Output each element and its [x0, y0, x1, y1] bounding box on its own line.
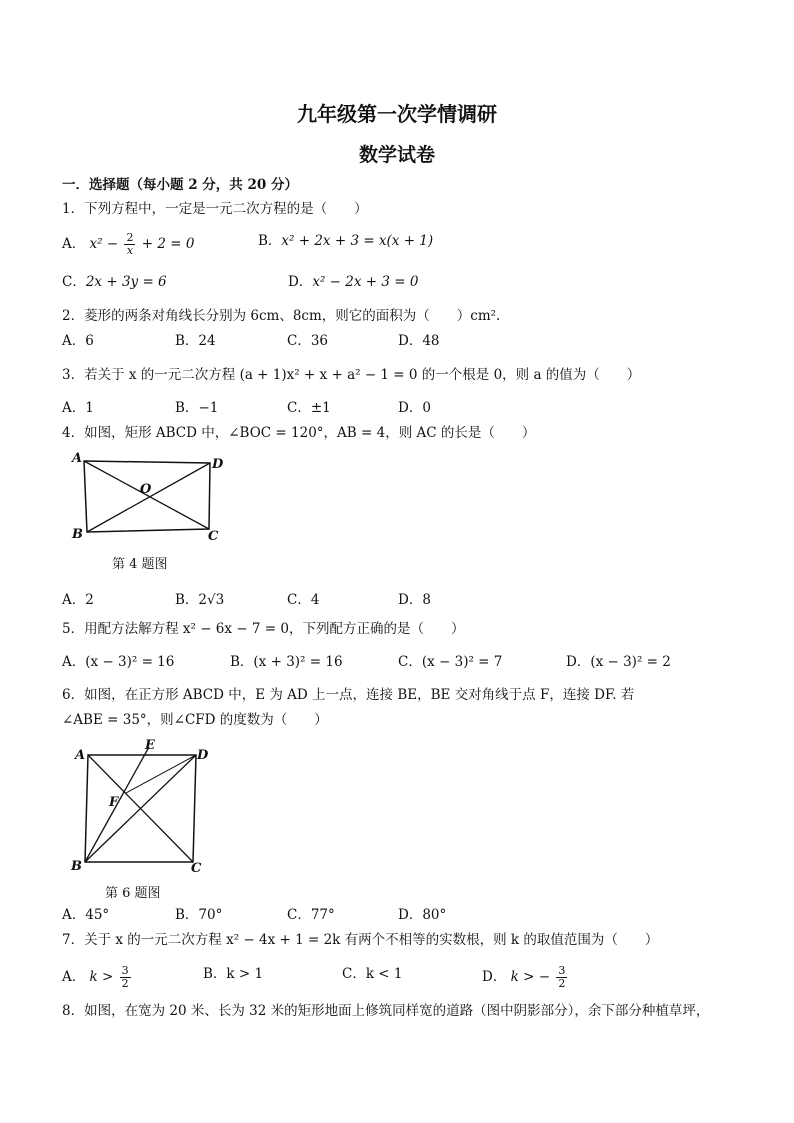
exam-subtitle: 数学试卷 [358, 144, 435, 166]
q7-a-pre: k > [89, 969, 114, 985]
q1-a-post: + 2 = 0 [141, 236, 195, 252]
q4-stem: 4．如图，矩形 ABCD 中，∠BOC = 120°，AB = 4，则 AC 的长是（ ） [62, 425, 536, 441]
q7-option-c: C．k < 1 [342, 966, 403, 982]
q6-label-a: A [75, 748, 86, 763]
q4-rectangle-figure [66, 450, 236, 546]
q3-option-d: D．0 [398, 400, 431, 416]
q2-option-b: B．24 [175, 333, 216, 349]
q4-option-a: A．2 [62, 592, 94, 608]
q7-stem: 7．关于 x 的一元二次方程 x² − 4x + 1 = 2k 有两个不相等的实数根，则 k 的取值范围为（ ） [62, 932, 659, 948]
q3-stem: 3．若关于 x 的一元二次方程 (a + 1)x² + x + a² − 1 = 0 的一个根是 0，则 a 的值为（ ） [62, 367, 641, 383]
q5-option-a: A．(x − 3)² = 16 [62, 654, 175, 670]
q1-stem: 1．下列方程中，一定是一元二次方程的是（ ） [62, 201, 368, 217]
q6-label-b: B [71, 859, 82, 874]
q6-label-d: D [197, 748, 209, 763]
q5-option-d: D．(x − 3)² = 2 [566, 654, 671, 670]
q4-label-d: D [212, 457, 224, 472]
q7-d-numerator: 3 [558, 964, 566, 977]
q6-option-d: D．80° [398, 907, 447, 923]
q5-stem: 5．用配方法解方程 x² − 6x − 7 = 0，下列配方正确的是（ ） [62, 621, 465, 637]
q7-a-fraction [120, 965, 131, 990]
q7-a-numerator: 3 [121, 964, 129, 977]
exam-title: 九年级第一次学情调研 [297, 102, 497, 126]
q3-option-c: C．±1 [287, 400, 331, 416]
q4-label-a: A [72, 451, 83, 466]
q6-label-c: C [191, 861, 202, 876]
q6-square-figure [66, 735, 216, 880]
q1-a-pre: x² − [89, 236, 119, 252]
q1-c-expr: 2x + 3y = 6 [85, 274, 167, 290]
q2-stem: 2．菱形的两条对角线长分别为 6cm、8cm，则它的面积为（ ）cm². [62, 308, 501, 324]
q4-label-b: B [72, 527, 83, 542]
q1-c-label: C． [62, 274, 86, 290]
q6-label-e: E [145, 738, 155, 753]
q1-option-b [258, 232, 433, 250]
q1-b-expr: x² + 2x + 3 = x(x + 1) [281, 233, 434, 249]
q1-a-fraction [124, 232, 135, 257]
q1-option-d [288, 273, 418, 291]
q6-option-b: B．70° [175, 907, 223, 923]
q6-stem-line2: ∠ABE = 35°，则∠CFD 的度数为（ ） [62, 712, 328, 728]
q1-d-label: D． [288, 274, 313, 290]
q6-line-df [126, 755, 196, 793]
q6-stem-line1: 6．如图，在正方形 ABCD 中，E 为 AD 上一点，连接 BE，BE 交对角线于点 F，连接 DF. 若 [62, 687, 635, 703]
q7-d-denominator: 2 [558, 977, 566, 990]
q4-label-c: C [208, 529, 219, 544]
q4-option-c: C．4 [287, 592, 320, 608]
q4-option-d: D．8 [398, 592, 431, 608]
q6-option-c: C．77° [287, 907, 335, 923]
q1-b-label: B． [258, 233, 282, 249]
q1-d-expr: x² − 2x + 3 = 0 [312, 274, 419, 290]
q4-figure-caption: 第 4 题图 [112, 557, 168, 572]
q7-option-b: B．k > 1 [203, 966, 264, 982]
q1-a-numerator: 2 [126, 231, 134, 244]
q5-option-c: C．(x − 3)² = 7 [398, 654, 503, 670]
q1-option-c [62, 273, 167, 291]
q1-a-label: A． [62, 236, 86, 252]
q7-a-denominator: 2 [121, 977, 129, 990]
q7-d-label: D． [482, 969, 507, 985]
q7-d-pre: k > − [510, 969, 551, 985]
q6-diagonal-bd [85, 755, 196, 862]
q6-figure-caption: 第 6 题图 [105, 886, 161, 901]
q1-option-a [62, 232, 194, 257]
q1-a-denominator: x [126, 244, 134, 257]
q4-option-b: B．2√3 [175, 592, 225, 608]
q3-option-b: B．−1 [175, 400, 219, 416]
q7-option-d [482, 965, 569, 990]
q6-label-f: F [109, 795, 119, 810]
q3-option-a: A．1 [62, 400, 94, 416]
q7-a-label: A． [62, 969, 86, 985]
q6-option-a: A．45° [62, 907, 110, 923]
q2-option-d: D．48 [398, 333, 440, 349]
q5-option-b: B．(x + 3)² = 16 [230, 654, 343, 670]
q7-option-a [62, 965, 133, 990]
q2-option-a: A．6 [62, 333, 94, 349]
q8-stem: 8．如图，在宽为 20 米、长为 32 米的矩形地面上修筑同样宽的道路（图中阴影部分），余下部分种植草坪， [62, 1003, 710, 1019]
q2-option-c: C．36 [287, 333, 329, 349]
q7-d-fraction [556, 965, 567, 990]
section-heading: 一．选择题（每小题 2 分，共 20 分） [62, 177, 298, 193]
q4-label-o: O [140, 482, 152, 497]
